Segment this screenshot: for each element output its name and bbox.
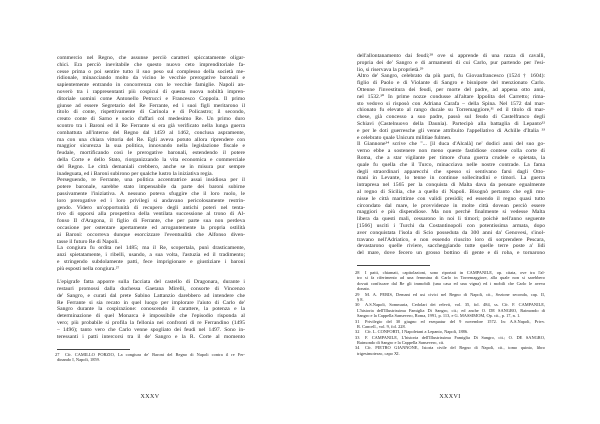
footnote-number: 28 (355, 270, 360, 275)
footnote-text: Cfr. CAMILLO PORZIO, La congiura de' Baroni del Regno di Napoli contra il re Fer- (65, 352, 245, 357)
footnote-text: I patti, chiamati, capitolazioni, sono riportati in CAMPANILE, op. citata, ove tra l'al- (365, 270, 545, 275)
text-line: Re Ferrante si sia recato in quel luogo per implorare l'aiuto di Carlo de' (57, 299, 245, 306)
footnote-text: tro si fa riferimento ad una femmina di Carlo in Torremaggiore, alla quale non si sarebbero (357, 275, 545, 281)
footnote-number: 34 (355, 345, 360, 351)
text-line: travano nell'Adriatico, e non essendo riuscito loro di sorprendere Pescara, (357, 236, 545, 243)
text-line: del mare, dove fecero un grosso bottino di gente e di roba, e tornarono (357, 250, 545, 257)
text-line: Roma, che a star vigilante per timore d'una guerra crudele e spietata, la (357, 154, 545, 161)
footnote-text: Sangro e la Cappella Sansevero, Roma, 1991, p. 113, e G. MASSIMOM, Op. cit., p. 17, n. 1. (357, 313, 521, 319)
text-line: e stringendo subdolamente patti, fece imprigionare e giustiziare i baroni (57, 258, 245, 265)
text-line: maggiori e più dispendiose. Ma non perchè finalmente si vedesse Malta (357, 209, 545, 216)
text-line: passivamente l'iniziativa. A nessuno poteva sfuggire che il loro ruolo, le (57, 190, 245, 197)
text-line: determinazione di quel Monarca è impossibile che l'episodio risponda al (57, 313, 245, 320)
text-line: scontro tra i Baroni ed il Re Ferrante si era già verificato nella lunga guerra (57, 122, 245, 129)
text-line: verno ebbe a sostenere non meno queste fastidiose contese colla corte di (357, 148, 545, 155)
text-line: al regno di Sicilia, che a quello di Napoli. Bisognò pertanto che egli mu- (357, 188, 545, 195)
text-line: gendo. Videro un'opportunità di recupero degli antichi poteri nel tenta- (57, 204, 245, 211)
footnote-text: Cfr. L. CONFORTI, I Napoletani a Lepanto, Napoli, 1886. (365, 329, 469, 335)
footnote-text: donato. (357, 286, 371, 292)
text-line: dell'allontanamento dai feudi;²⁸ ove si apprende di una razza di cavalli, (357, 53, 545, 59)
text-line: ditoriale uomini come Antonello Petrucci e Francesco Coppola. Il primo (57, 95, 245, 102)
text-line: commercio nel Regno, che assunse perciò caratteri spiccatamente oligar- (57, 55, 245, 61)
text-line: occasione per ostentare apertamente ed arrogantemente la propria ostilità (57, 224, 245, 231)
text-line: ai Baroni: occorreva dunque esorcizzare l'eventualità che Alfonso diven- (57, 231, 245, 238)
text-line: feudale, mortificando così le prerogative baronali, estendendo il potere (57, 150, 245, 157)
text-line: teressanti i patti intercorsi tra il de' Sangro e la R. Corte al momento (57, 333, 245, 340)
text-line: aver conquistata l'isola di Scio posseduta da 300 anni da' Genovesi, s'inol- (357, 229, 545, 236)
text-line: quale fu quella che il Turco, minacciava nelle nostre contrade. La fama (357, 161, 545, 168)
footnote-text: Privilegio del 30 giugno ed esequatur del 9 novembre 1572. In: A.S.Napoli, Privv. (365, 318, 545, 324)
text-line: sto vedovo si risposò con Adriana Carafa – della Spina. Nel 1572 dal mar- (357, 100, 545, 107)
footnote-text: F. CAMPANILE, L'historia dell'Illustrissima Famiglia Di Sangro, cit.; O. DE SANGRO, (365, 334, 545, 340)
footnote-text: dinando I, Napoli, 1859. (57, 357, 100, 363)
text-line: combattuta all'interno del Regno dal 1459 al 1462, conclusa aspramente, (57, 129, 245, 136)
text-line: e per le doti guerresche gli venne attribuito l'appellativo di Achille d'Italia ³³ (357, 127, 545, 134)
text-line: potere baronale, sarebbe stato impensabile da parte dei baroni subirne (57, 184, 245, 191)
text-line: propria dei de' Sangro e di armamenti di cui Carlo, pur partendo per l'esi- (357, 59, 545, 66)
body-text (57, 55, 245, 340)
text-line: tasse il futuro Re di Napoli. (57, 238, 119, 245)
text-line: – 1496); tanto vero che Carlo venne spogliato dei feudi nel 1497. Sono in- (57, 326, 245, 333)
text-line: Il Giannone³⁴ scrive che "... [il duca d'Alcalà] ne' dodici anni del suo go- (357, 141, 545, 148)
text-line: inadeguata, ed i Baroni subirono per qualche lustro la iniziativa regia. (57, 170, 213, 177)
text-line: degli straordinari apparecchi che spesso si sentivano farsi dagli Otto- (357, 168, 545, 175)
text-line: loro prerogative ed i loro privilegi si andavano pericolosamente restrin- (57, 197, 245, 204)
text-line: chici. Era perciò inevitabile che questo nuovo ceto imprenditoriale fa- (57, 61, 245, 68)
text-line: della Corte e dello Stato, riorganizzando la vita economica e commerciale (57, 156, 245, 163)
footnote-line (357, 351, 545, 356)
text-line: Ottenne l'investitura dei feudi, per morte del padre, ad appena otto anni, (357, 86, 545, 93)
footnote-divider (357, 265, 430, 266)
text-line: Perseguendo, re Ferrante, una politica accentratrice assai insidiosa per il (57, 177, 245, 184)
text-line: più esposti nella congiura.²⁷ (57, 265, 120, 272)
text-line: titolo di conte, rispettivamente di Carinola e di Policastro; il secondo, (57, 109, 245, 116)
footnote-line (357, 292, 545, 297)
text-line: figlio di Paolo e di Violante di Sangro e bisnipote del menzionato Carlo. (357, 80, 545, 87)
text-line: noverò tra i rappresentanti più cospicui di questa nuova nobiltà impren- (57, 88, 245, 95)
footnote-text: trigesimoterzo, capo XI. (357, 350, 400, 356)
footnote-number: 33 (355, 334, 360, 340)
text-line: ridionale, minacciando molto da vicino le vecchie prerogative baronali e (57, 75, 245, 82)
right-page (300, 0, 600, 424)
text-line: vero; più probabile si profila la fellonia nei confronti di re Ferrandino (1495 (57, 320, 245, 327)
text-line: de' Sangro, e curati dal prete Sabino Lattanzio darebbero ad intendere che (57, 292, 245, 299)
footnote-text: A.S.Napoli, Sommaria, Cedolari dei relevii, vol. 35, fol. 484, ss. Cfr. F. CAMPANILE, (365, 302, 545, 308)
footnote-divider (57, 349, 130, 350)
text-line: ma con una chiara vittoria del Re. Egli aveva potuto allora riprendere con (57, 136, 245, 143)
text-line: Schiavi (Castelnuovo della Daunia). Partecipò alla battaglia di Lepanto³² (357, 120, 545, 127)
text-line: tivo di opporsi alla prospettiva della ventilata successione al trono di Al- (57, 211, 245, 218)
text-line: mani in Levante, lo tenne in continue sollecitudini e timori. La guerra (357, 175, 545, 182)
text-line: Altro de' Sangro, celebrato da più parti, fu Giovanfrancesco (1524 † 1604): (357, 73, 545, 80)
footnote-text: M. A. PERIS, Demani ed usi civici nel Regno di Napoli, cit., Sezione seconda, cap. II, (365, 291, 545, 297)
page-number: XXXVI (439, 394, 461, 400)
text-line: del Regno. Le città demaniali crebbero, anche se in misura pur sempre (57, 163, 245, 170)
text-line: chionato fu elevato al rango ducale su Torremaggiore,³¹ ed il titolo di mar- (357, 107, 545, 114)
text-line: La congiura fu ordita nel 1485; ma il Re, scopertala, punì drasticamente, (57, 245, 245, 252)
footnotes (57, 352, 245, 363)
footnote-text: § 8. (357, 296, 364, 302)
footnote-text: R. Cancell., vol. 9, fol. 228. (357, 323, 406, 329)
footnote-text: Raimondo di Sangro e la Cappella Sansevero, cit. (357, 340, 445, 346)
footnote-text: dovuti confiscare dal Re gli immobili (una casa ed una vigna) ed i mobili che Carlo le aveva (357, 280, 545, 286)
text-line: chese, già concesso a suo padre, passò sul feudo di Castelfranco degli (357, 114, 545, 121)
footnote-number: 30 (355, 302, 360, 308)
text-line: e celebrato quale Unicum militiae fulmen. (357, 134, 452, 141)
text-line: nisse le città marittime con validi presidii; ed essendo il regno quasi tutto (357, 195, 545, 202)
footnote-number: 31 (355, 318, 360, 324)
body-text (357, 53, 545, 257)
footnote-number: 27 (55, 352, 60, 357)
text-line: anzi spietatamente, i ribelli, usando, a sua volta, l'astuzia ed il tradimento; (57, 252, 245, 259)
text-line: [1566] usciti i Turchi da Costantinopoli con potentissima armata, dopo (357, 222, 545, 229)
footnote-line (57, 357, 245, 362)
footnote-text: L'historia dell'Illustrissima Famiglia Di Sangro, cit.; ed anche O. DE SANGRO, Raimondo di (357, 307, 545, 313)
text-line: lio, si riservava la proprietà.²⁹ (357, 66, 424, 73)
text-line: fonso II d'Aragona, il figlio di Ferrante, che per parte sua non perdeva (57, 218, 245, 225)
footnote-number: 29 (355, 291, 360, 297)
footnotes (357, 270, 545, 356)
text-line: nel 1532.³⁰ In prime nozze condusse all'altare Ippolita del Carretto; rima- (357, 93, 545, 100)
text-line: L'epigrafe fatta apporre sulla facciata del castello di Dragonara, durante i (57, 279, 245, 286)
text-line: sapientemente entrando in concorrenza con le vecchie famiglie. Napoli an- (57, 82, 245, 89)
footnote-text: Cfr. PIETRO GIANNONE, Istoria civile del Regno di Napoli, cit., tomo quinto, libro (365, 345, 545, 351)
text-line: Sangro durante la cospirazione: conoscendo il carattere, la potenza e la (57, 306, 245, 313)
text-line: giunse ad essere Segretario del Re Ferrante, ed i suoi figli meritarono il (57, 102, 245, 109)
text-line: devastarono quelle riviere, saccheggiando tutte quelle terre poste a' lidi (357, 243, 545, 250)
text-line: libera da questi mali, cessarono in noi li timori; poichè nell'anno seguente (357, 216, 545, 223)
page-number: XXXV (140, 394, 160, 400)
text-line: maggior sicurezza la sua politica, innovando nella legislazione fiscale e (57, 143, 245, 150)
footnote-number: 32 (355, 329, 360, 335)
footnote-line (357, 281, 545, 286)
text-line: creato conte di Sarno e socio d'affari col medesimo Re. Un primo duro (57, 116, 245, 123)
text-line: intrapresa nel 1565 per la conquista di Malta dava da pensare egualmente (357, 182, 545, 189)
text-line: circondato dal mare, le provvidenze in molte città dovean perciò essere (357, 202, 545, 209)
text-line: cesse prima o poi sentire tutto il suo peso sul complesso della società me- (57, 68, 245, 75)
text-line: restauri promossi dalla duchessa Gaetana Mirelli, consorte di Vincenzo (57, 286, 245, 293)
